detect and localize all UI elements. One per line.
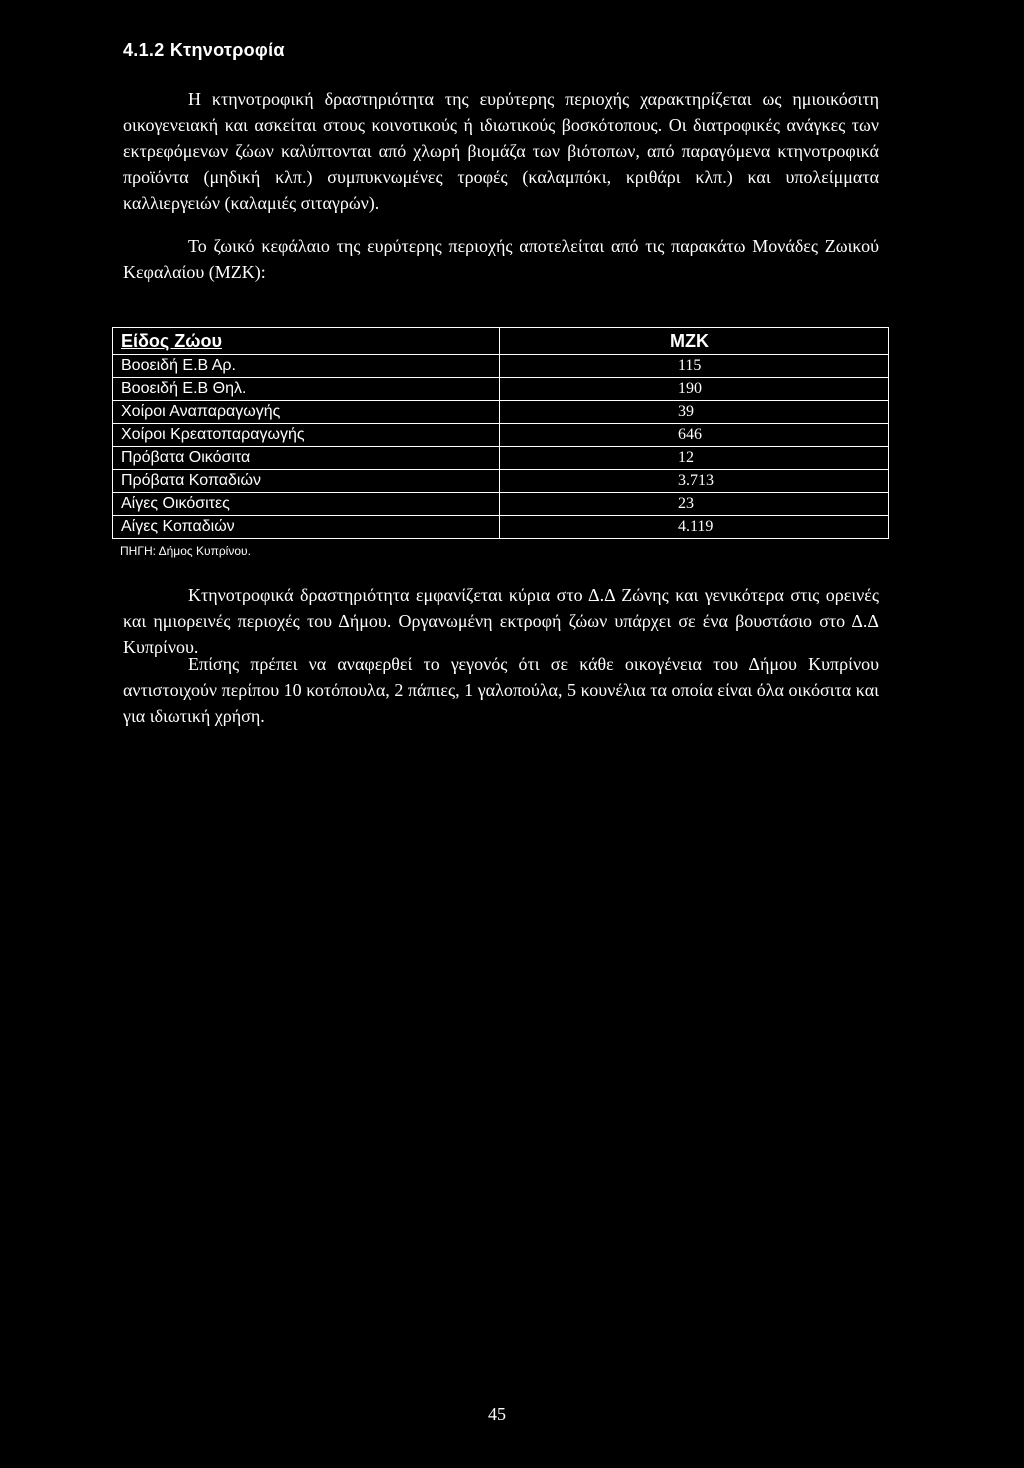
table-row xyxy=(113,447,889,470)
header-mzk: ΜΖΚ xyxy=(500,328,889,355)
livestock-units-table xyxy=(112,327,889,539)
paragraph-household-poultry: Επίσης πρέπει να αναφερθεί το γεγονός ότι σε κάθε οικογένεια του Δήμου Κυπρίνου αντιστοιχούν περίπου 10 κοτόπουλα, 2 πάπιες, 1 γαλοπούλα, 5 κουνέλια τα οποία είναι όλα οικόσιτα και για ιδιωτική χρήση. xyxy=(123,654,879,726)
section-heading: 4.1.2 Κτηνοτροφία xyxy=(123,40,285,60)
cell-mzk: 115 xyxy=(500,355,889,378)
cell-mzk: 39 xyxy=(500,401,889,424)
table-row xyxy=(113,424,889,447)
page-number: 45 xyxy=(488,1404,506,1424)
paragraph-livestock-location: Κτηνοτροφικά δραστηριότητα εμφανίζεται κύρια στο Δ.Δ Ζώνης και γενικότερα στις ορεινές και ημιορεινές περιοχές του Δήμου. Οργανωμένη εκτροφή ζώων υπάρχει σε ένα βουστάσιο στο Δ.Δ Κυπρίνου. xyxy=(123,585,879,657)
cell-mzk: 4.119 xyxy=(500,516,889,539)
table-row xyxy=(113,470,889,493)
cell-mzk: 12 xyxy=(500,447,889,470)
cell-animal: Βοοειδή Ε.Β Θηλ. xyxy=(113,378,500,401)
paragraph-livestock-activity: Η κτηνοτροφική δραστηριότητα της ευρύτερης περιοχής χαρακτηρίζεται ως ημιοικόσιτη οικογενειακή και ασκείται στους κοινοτικούς ή ιδιωτικούς βοσκότοπους. Οι διατροφικές ανάγκες των εκτρεφόμενων ζώων καλύπτονται από χλωρή βιομάζα των βιότοπων, από παραγόμενα κτηνοτροφικά προϊόντα (μηδική κλπ.) συμπυκνωμένες τροφές (καλαμπόκι, κριθάρι κλπ.) και υπολείμματα καλλιεργειών (καλαμιές σιταγρών). xyxy=(123,89,879,213)
cell-animal: Αίγες Κοπαδιών xyxy=(113,516,500,539)
table-row xyxy=(113,493,889,516)
table-row xyxy=(113,355,889,378)
cell-animal: Αίγες Οικόσιτες xyxy=(113,493,500,516)
table-body xyxy=(113,355,889,539)
table-row xyxy=(113,401,889,424)
header-animal-type: Είδος Ζώου xyxy=(113,328,500,355)
table-row xyxy=(113,378,889,401)
paragraph-livestock-units-intro: Το ζωικό κεφάλαιο της ευρύτερης περιοχής αποτελείται από τις παρακάτω Μονάδες Ζωικού Κεφαλαίου (ΜΖΚ): xyxy=(123,236,879,282)
cell-mzk: 3.713 xyxy=(500,470,889,493)
cell-animal: Πρόβατα Οικόσιτα xyxy=(113,447,500,470)
table-source-note: ΠΗΓΗ: Δήμος Κυπρίνου. xyxy=(120,544,251,558)
cell-mzk: 190 xyxy=(500,378,889,401)
cell-mzk: 646 xyxy=(500,424,889,447)
table-header-row xyxy=(113,328,889,355)
cell-mzk: 23 xyxy=(500,493,889,516)
cell-animal: Χοίροι Αναπαραγωγής xyxy=(113,401,500,424)
cell-animal: Πρόβατα Κοπαδιών xyxy=(113,470,500,493)
cell-animal: Χοίροι Κρεατοπαραγωγής xyxy=(113,424,500,447)
table-row xyxy=(113,516,889,539)
cell-animal: Βοοειδή Ε.Β Αρ. xyxy=(113,355,500,378)
